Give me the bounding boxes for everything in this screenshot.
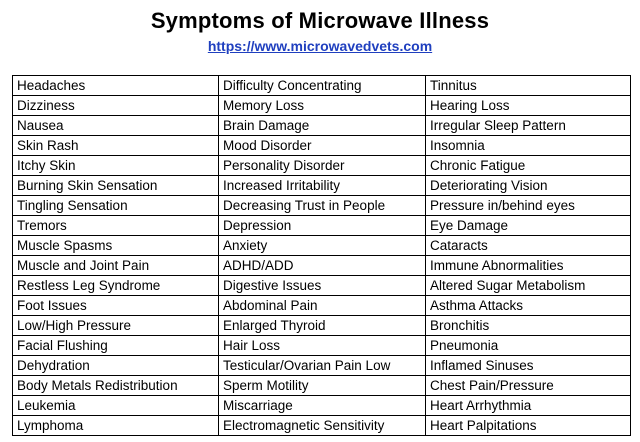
table-cell: Bronchitis xyxy=(426,316,631,336)
table-cell: Facial Flushing xyxy=(13,336,219,356)
table-cell: Restless Leg Syndrome xyxy=(13,276,219,296)
table-cell: Personality Disorder xyxy=(219,156,426,176)
table-cell: Irregular Sleep Pattern xyxy=(426,116,631,136)
table-row xyxy=(13,236,631,256)
table-cell: Headaches xyxy=(13,76,219,96)
table-row xyxy=(13,396,631,416)
table-cell: Anxiety xyxy=(219,236,426,256)
table-cell: Difficulty Concentrating xyxy=(219,76,426,96)
table-cell: Chronic Fatigue xyxy=(426,156,631,176)
table-cell: Increased Irritability xyxy=(219,176,426,196)
table-row xyxy=(13,156,631,176)
table-row xyxy=(13,256,631,276)
table-cell: Hearing Loss xyxy=(426,96,631,116)
table-cell: Dizziness xyxy=(13,96,219,116)
table-cell: Eye Damage xyxy=(426,216,631,236)
table-row xyxy=(13,356,631,376)
table-cell: Tingling Sensation xyxy=(13,196,219,216)
table-cell: Inflamed Sinuses xyxy=(426,356,631,376)
table-row xyxy=(13,96,631,116)
table-cell: Skin Rash xyxy=(13,136,219,156)
table-cell: Muscle Spasms xyxy=(13,236,219,256)
table-cell: Sperm Motility xyxy=(219,376,426,396)
table-cell: Tinnitus xyxy=(426,76,631,96)
symptoms-table xyxy=(12,75,631,436)
table-cell: Muscle and Joint Pain xyxy=(13,256,219,276)
table-row xyxy=(13,176,631,196)
table-row xyxy=(13,216,631,236)
table-cell: Enlarged Thyroid xyxy=(219,316,426,336)
symptoms-table-body xyxy=(13,76,631,436)
table-cell: Itchy Skin xyxy=(13,156,219,176)
table-cell: Pressure in/behind eyes xyxy=(426,196,631,216)
table-row xyxy=(13,316,631,336)
page-title: Symptoms of Microwave Illness xyxy=(150,8,490,33)
table-cell: Body Metals Redistribution xyxy=(13,376,219,396)
table-cell: Immune Abnormalities xyxy=(426,256,631,276)
table-row xyxy=(13,136,631,156)
table-cell: Asthma Attacks xyxy=(426,296,631,316)
table-cell: Nausea xyxy=(13,116,219,136)
table-row xyxy=(13,276,631,296)
table-cell: Heart Arrhythmia xyxy=(426,396,631,416)
website-url xyxy=(0,38,640,54)
table-row xyxy=(13,296,631,316)
table-cell: Abdominal Pain xyxy=(219,296,426,316)
table-cell: Mood Disorder xyxy=(219,136,426,156)
table-cell: Deteriorating Vision xyxy=(426,176,631,196)
table-cell: Testicular/Ovarian Pain Low xyxy=(219,356,426,376)
table-cell: Decreasing Trust in People xyxy=(219,196,426,216)
website-link[interactable]: https://www.microwavedvets.com xyxy=(207,38,433,54)
table-cell: Electromagnetic Sensitivity xyxy=(219,416,426,436)
table-cell: Memory Loss xyxy=(219,96,426,116)
table-row xyxy=(13,116,631,136)
table-cell: ADHD/ADD xyxy=(219,256,426,276)
table-row xyxy=(13,416,631,436)
table-cell: Lymphoma xyxy=(13,416,219,436)
table-cell: Digestive Issues xyxy=(219,276,426,296)
table-row xyxy=(13,376,631,396)
table-cell: Leukemia xyxy=(13,396,219,416)
table-cell: Foot Issues xyxy=(13,296,219,316)
table-cell: Dehydration xyxy=(13,356,219,376)
table-row xyxy=(13,196,631,216)
table-cell: Heart Palpitations xyxy=(426,416,631,436)
table-cell: Brain Damage xyxy=(219,116,426,136)
table-cell: Hair Loss xyxy=(219,336,426,356)
table-cell: Tremors xyxy=(13,216,219,236)
table-cell: Burning Skin Sensation xyxy=(13,176,219,196)
table-cell: Altered Sugar Metabolism xyxy=(426,276,631,296)
table-cell: Low/High Pressure xyxy=(13,316,219,336)
table-cell: Pneumonia xyxy=(426,336,631,356)
table-row xyxy=(13,336,631,356)
table-cell: Miscarriage xyxy=(219,396,426,416)
table-cell: Chest Pain/Pressure xyxy=(426,376,631,396)
table-cell: Insomnia xyxy=(426,136,631,156)
table-cell: Cataracts xyxy=(426,236,631,256)
table-cell: Depression xyxy=(219,216,426,236)
table-row xyxy=(13,76,631,96)
